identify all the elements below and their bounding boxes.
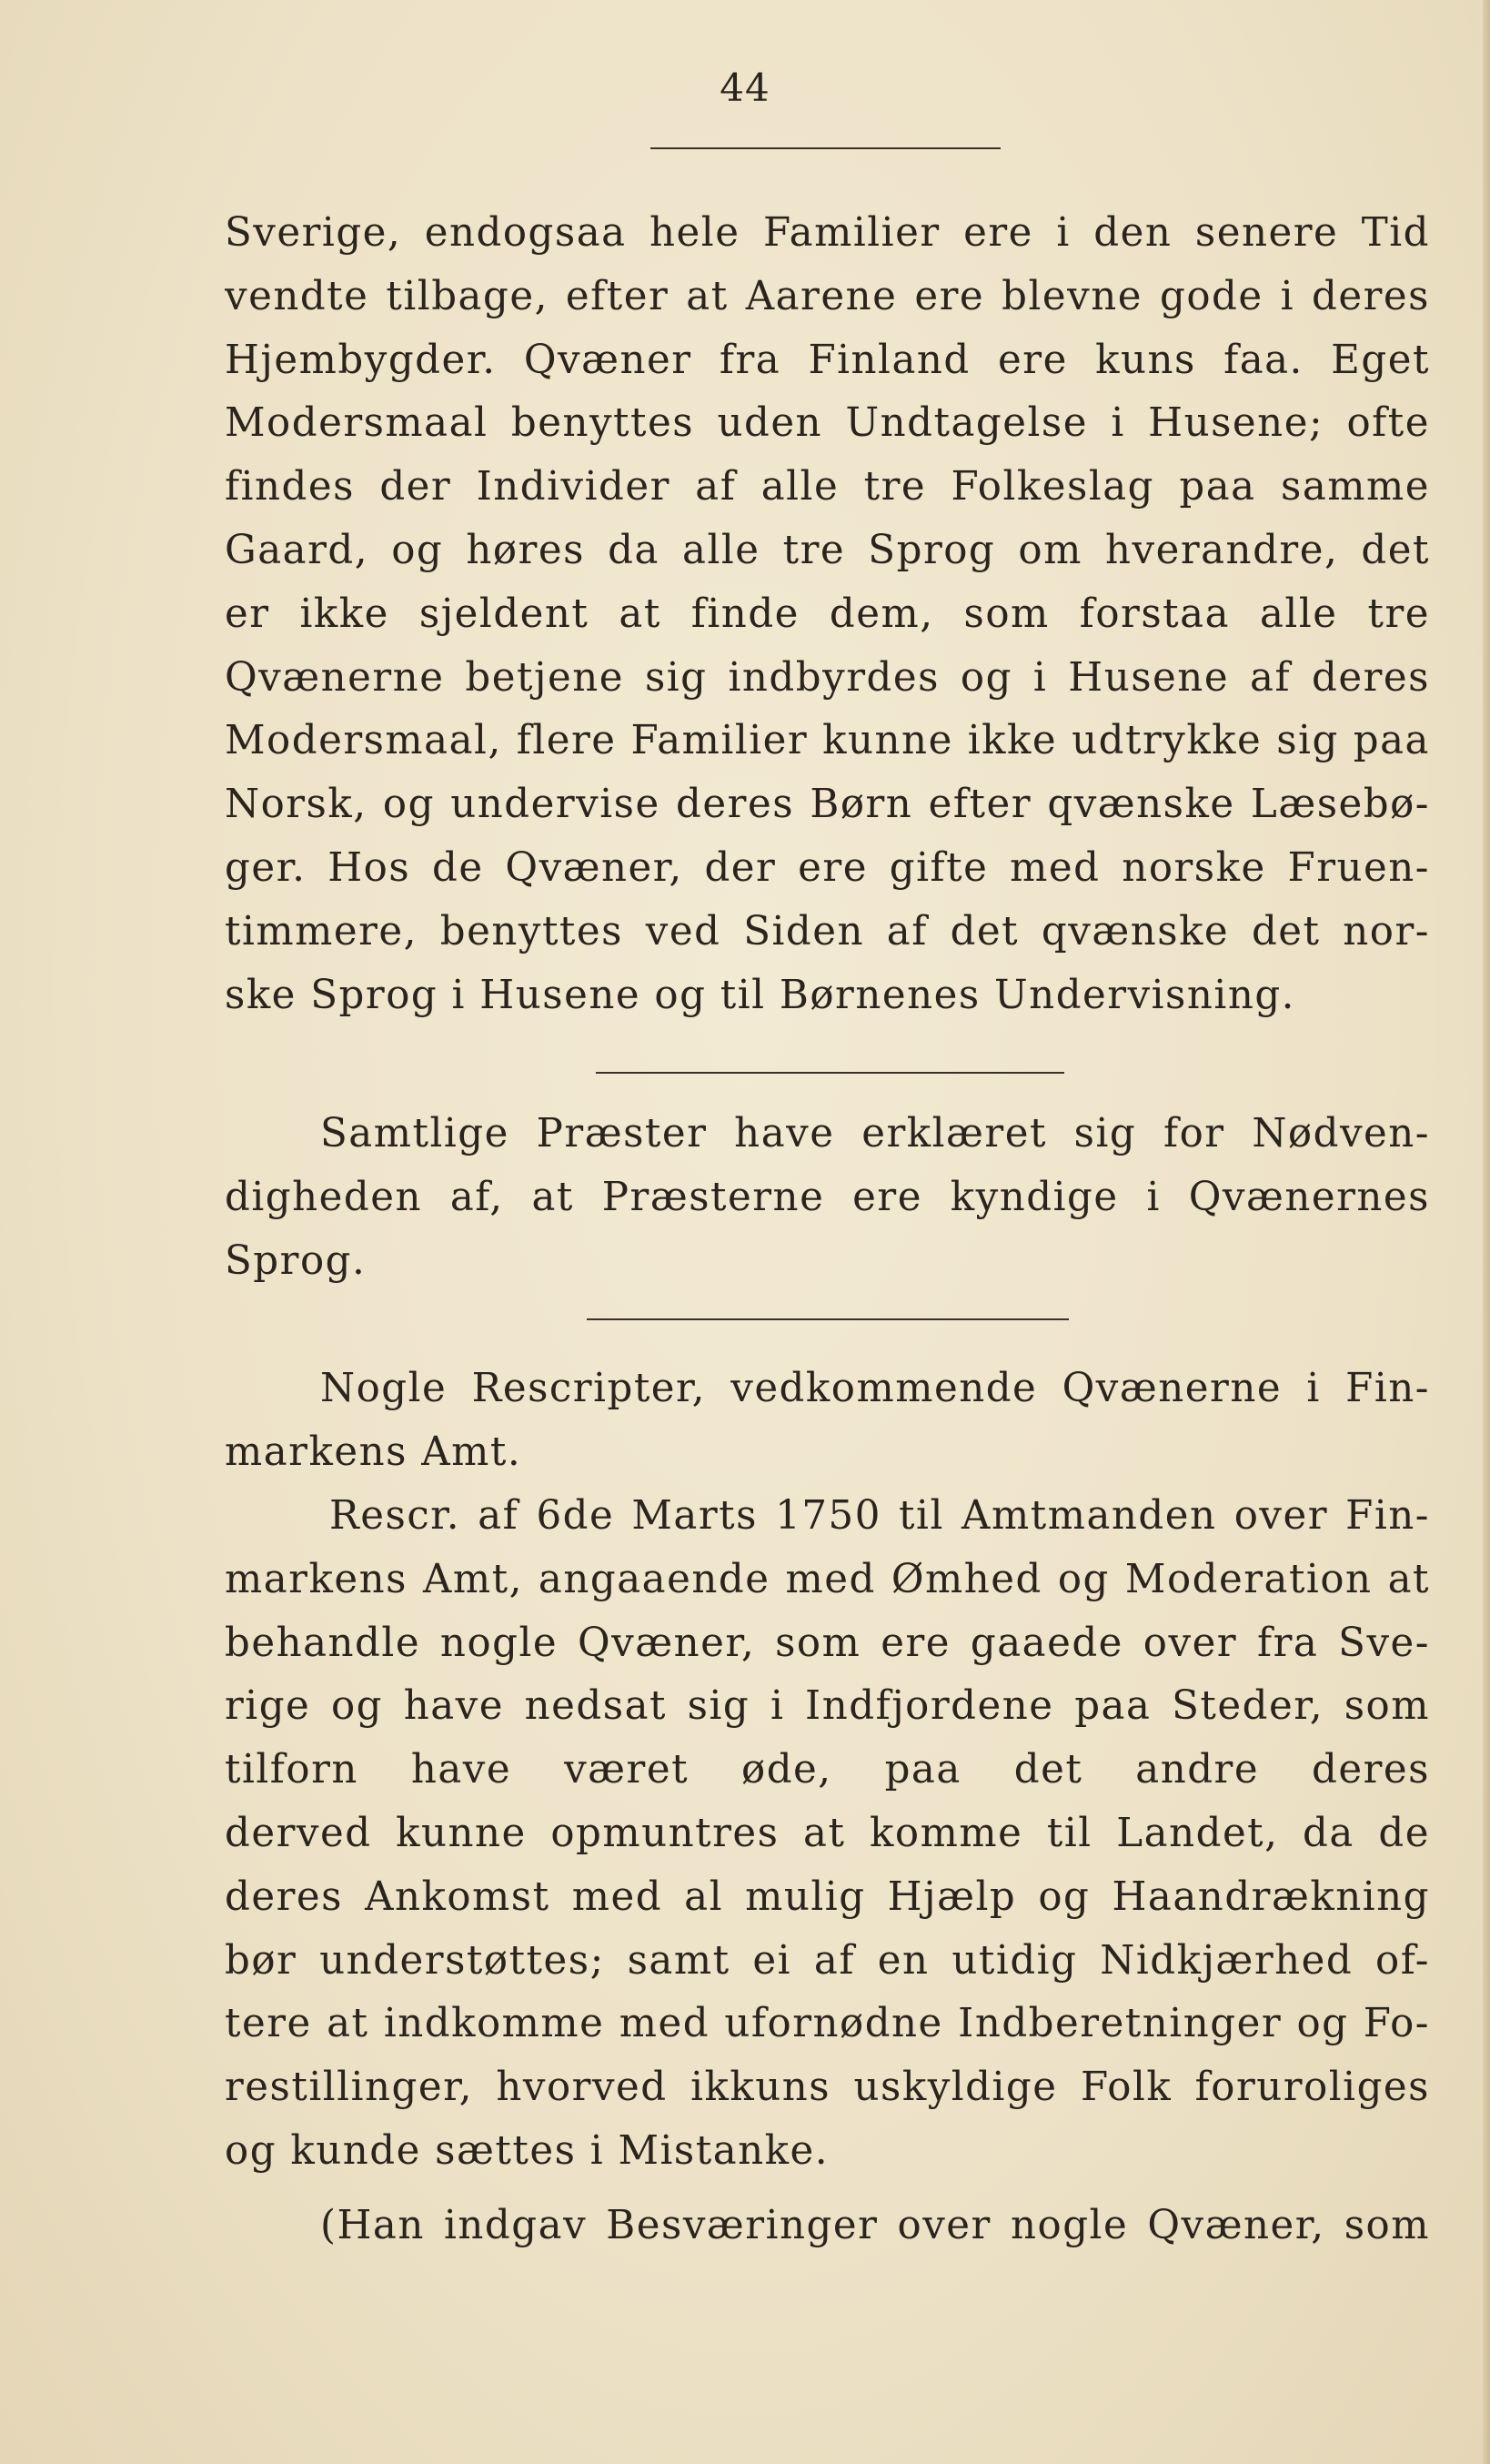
text-line: bør understøttes; samt ei af en utidig Nidkjærhed of- — [225, 1937, 1430, 1984]
text-line: Sverige, endogsaa hele Familier ere i den senere Tid — [225, 210, 1430, 256]
rescript-heading — [225, 1358, 1430, 1485]
text-line: restillinger, hvorved ikkuns uskyldige Folk foruroliges — [225, 2065, 1430, 2111]
text-line: ske Sprog i Husene og til Børnenes Undervisning. — [225, 972, 1296, 1018]
paragraph-2 — [225, 1103, 1430, 1293]
text-line: ger. Hos de Qvæner, der ere gifte med norske Fruen- — [225, 844, 1430, 891]
text-line: digheden af, at Præsterne ere kyndige i Qvænernes — [225, 1174, 1430, 1220]
text-line: Hjembygder. Qvæner fra Finland ere kuns faa. Eget — [225, 337, 1430, 383]
text-line: Modersmaal benyttes uden Undtagelse i Husene; ofte — [225, 400, 1430, 447]
text-line: rige og have nedsat sig i Indfjordene paa Steder, som — [225, 1683, 1430, 1730]
text-line: (Han indgav Besværinger over nogle Qvæner, som — [320, 2203, 1430, 2248]
text-line: tilforn have været øde, paa det andre deres — [225, 1747, 1430, 1793]
page-edge — [1483, 0, 1490, 2464]
text-line: Qvænerne betjene sig indbyrdes og i Husene af deres — [225, 654, 1430, 701]
text-line: behandle nogle Qvæner, som ere gaaede over fra Sve- — [225, 1620, 1430, 1666]
text-line: Sprog. — [225, 1237, 367, 1284]
text-line: Rescr. af 6de Marts 1750 til Amtmanden over Fin- — [329, 1493, 1430, 1539]
text-line: Nogle Rescripter, vedkommende Qvænerne i Fin- — [320, 1366, 1430, 1411]
text-line: findes der Individer af alle tre Folkeslag paa samme — [225, 464, 1430, 510]
section-rule — [596, 1072, 1064, 1074]
text-line: vendte tilbage, efter at Aarene ere blevne gode i deres — [225, 273, 1430, 319]
section-rule — [587, 1318, 1069, 1320]
page-number: 44 — [720, 66, 770, 110]
text-line: og kunde sættes i Mistanke. — [225, 2127, 830, 2174]
paragraph-last — [225, 2195, 1430, 2258]
text-line: timmere, benyttes ved Siden af det qvænske det nor- — [225, 908, 1430, 954]
text-line: Samtlige Præster have erklæret sig for Nødven- — [320, 1111, 1430, 1156]
text-line: markens Amt. — [225, 1429, 522, 1475]
text-line: tere at indkomme med ufornødne Indberetninger og Fo- — [225, 2001, 1430, 2047]
text-line: Norsk, og undervise deres Børn efter qvænske Læsebø- — [225, 782, 1430, 828]
text-line: markens Amt, angaaende med Ømhed og Moderation at — [225, 1556, 1430, 1602]
header-rule — [650, 147, 1001, 149]
text-line: er ikke sjeldent at finde dem, som forstaa alle tre — [225, 591, 1430, 637]
text-line: deres Ankomst med al mulig Hjælp og Haandrækning — [225, 1873, 1430, 1920]
text-line: Gaard, og høres da alle tre Sprog om hverandre, det — [225, 527, 1430, 573]
text-line: derved kunne opmuntres at komme til Landet, da de — [225, 1810, 1430, 1856]
paragraph-1 — [225, 202, 1430, 1027]
text-line: Modersmaal, flere Familier kunne ikke udtrykke sig paa — [225, 718, 1430, 764]
paragraph-rescript — [225, 1485, 1430, 2184]
